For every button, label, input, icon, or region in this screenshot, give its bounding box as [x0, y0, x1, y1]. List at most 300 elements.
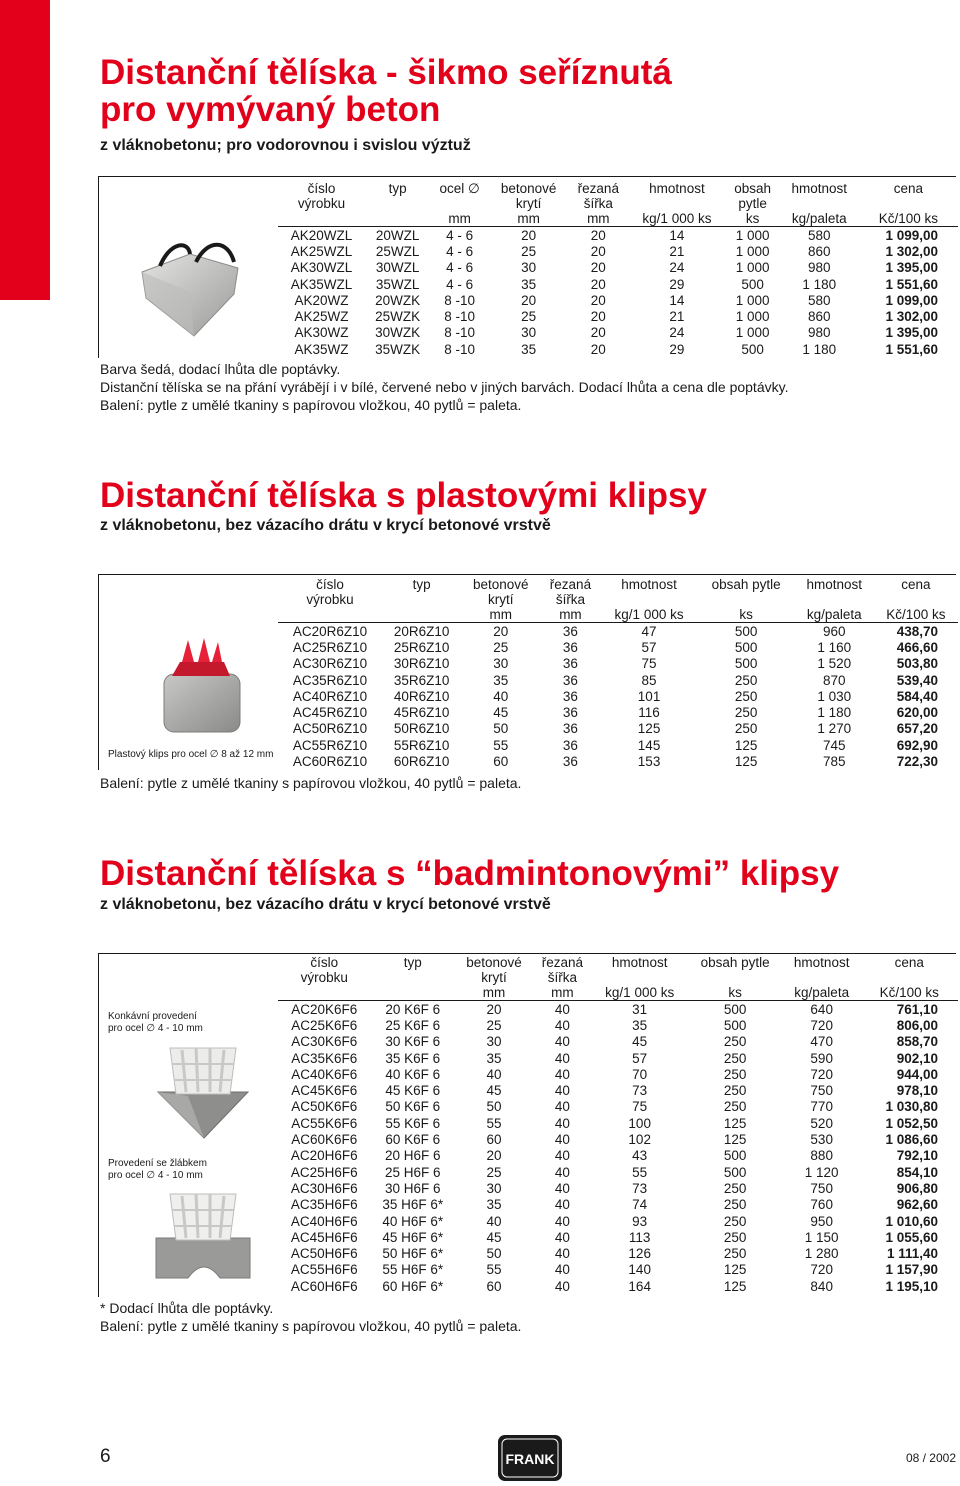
- column-header: [795, 577, 874, 623]
- table-cell: 20: [590, 276, 606, 292]
- product-code-cell: AC55R6Z10: [292, 737, 368, 753]
- plastic-clip-spacer-image: [150, 636, 250, 736]
- table-cell: 45: [486, 1083, 502, 1099]
- table-cell: 1 000: [735, 260, 770, 276]
- table-cell: 1 150: [804, 1229, 839, 1245]
- table-cell: 35: [521, 341, 537, 357]
- price-cell: 1 111,40: [886, 1246, 938, 1262]
- table-cell: 25WZK: [375, 309, 421, 325]
- price-cell: 854,10: [896, 1164, 938, 1180]
- table-cell: 4 - 6: [446, 260, 474, 276]
- table-cell: 125: [723, 1262, 747, 1278]
- column-header: [725, 181, 779, 227]
- price-cell: 978,10: [896, 1083, 938, 1099]
- table-cell: 20: [493, 623, 509, 639]
- table-cell: 25WZL: [375, 243, 420, 259]
- table-cell: 840: [810, 1278, 833, 1294]
- table-cell: 40: [554, 1083, 570, 1099]
- product-code-cell: AC25K6F6: [291, 1017, 358, 1033]
- table-cell: 1 160: [817, 639, 852, 655]
- column-header-line: obsah pytle: [711, 577, 781, 592]
- column-header-line: hmotnost: [649, 181, 705, 196]
- column-header-line: [782, 196, 857, 211]
- table-row: [278, 243, 958, 259]
- column-header-line: [861, 196, 956, 211]
- table-row: [278, 688, 958, 704]
- table-cell: 580: [808, 227, 831, 243]
- table-cell: 35WZL: [375, 276, 420, 292]
- table-cell: 31: [632, 1001, 648, 1017]
- table-cell: 125: [734, 754, 758, 770]
- table-row: [278, 1050, 958, 1066]
- price-cell: 466,60: [896, 639, 938, 655]
- table-row: [278, 276, 958, 292]
- column-header-line: mm: [489, 607, 513, 622]
- table-row: [278, 1082, 958, 1098]
- price-cell: 722,30: [896, 754, 938, 770]
- column-header-line: číslo: [310, 955, 339, 970]
- column-header: [278, 181, 365, 227]
- table-cell: 47: [641, 623, 657, 639]
- table-cell: 950: [810, 1213, 833, 1229]
- section1-note-2: Distanční tělíska se na přání vyrábějí i v bílé, červené nebo v jiných barvách. Dodací lhůta a cena dle poptávky.: [100, 379, 789, 395]
- table-cell: 40: [554, 1099, 570, 1115]
- table-row: [278, 308, 958, 324]
- product-code-cell: AC30R6Z10: [292, 656, 368, 672]
- table-cell: 36: [562, 737, 578, 753]
- table-row: [278, 753, 958, 769]
- table-cell: 36: [562, 672, 578, 688]
- table-cell: 20: [521, 292, 537, 308]
- table-cell: 85: [641, 672, 657, 688]
- product-code-cell: AC45H6F6: [290, 1229, 358, 1245]
- table-cell: 55 H6F 6*: [382, 1262, 444, 1278]
- product-code-cell: AC20R6Z10: [292, 623, 368, 639]
- table-cell: 35R6Z10: [393, 672, 450, 688]
- column-header-line: řezaná: [541, 955, 584, 970]
- price-cell: 503,80: [896, 656, 938, 672]
- column-header-line: ks: [745, 211, 760, 226]
- column-header-line: ks: [728, 985, 742, 1000]
- table-cell: 770: [810, 1099, 833, 1115]
- section1-note-3: Balení: pytle z umělé tkaniny s papírovou vložkou, 40 pytlů = paleta.: [100, 397, 522, 413]
- grooved-badminton-spacer-image: [148, 1186, 258, 1286]
- column-header: [455, 955, 533, 1001]
- table-row: [278, 1099, 958, 1115]
- table-cell: 590: [810, 1050, 833, 1066]
- table-row: [278, 656, 958, 672]
- table-cell: 40: [554, 1066, 570, 1082]
- table-cell: 40: [554, 1050, 570, 1066]
- table-cell: 50 K6F 6: [385, 1099, 441, 1115]
- table-cell: 785: [822, 754, 846, 770]
- table-row: [278, 1115, 958, 1131]
- column-header-line: krytí: [481, 970, 507, 985]
- column-header: [278, 577, 382, 623]
- table-cell: 24: [669, 325, 685, 341]
- column-header-line: mm: [448, 211, 471, 226]
- table-cell: 25: [493, 639, 509, 655]
- column-header-line: [280, 985, 368, 1000]
- table-cell: 40 K6F 6: [385, 1066, 441, 1082]
- column-header-line: číslo: [307, 181, 336, 196]
- table-cell: 530: [810, 1132, 833, 1148]
- column-header-line: betonové: [473, 577, 529, 592]
- table-row: [278, 737, 958, 753]
- table-cell: 8 -10: [444, 309, 476, 325]
- table-cell: 980: [808, 260, 831, 276]
- table-cell: 500: [723, 1001, 747, 1017]
- column-header-line: kg/paleta: [806, 607, 862, 622]
- column-header-line: hmotnost: [611, 955, 668, 970]
- table-cell: 250: [723, 1197, 747, 1213]
- column-header-line: krytí: [488, 592, 514, 607]
- table-row: [278, 1213, 958, 1229]
- table-cell: 870: [822, 672, 846, 688]
- price-cell: 806,00: [896, 1017, 938, 1033]
- table-cell: 250: [723, 1066, 747, 1082]
- table-cell: 24: [669, 260, 685, 276]
- column-header-line: mm: [551, 985, 574, 1000]
- table-cell: 500: [741, 276, 764, 292]
- frank-logo-text: FRANK: [505, 1451, 555, 1467]
- table-cell: 20: [486, 1148, 502, 1164]
- table-cell: 40: [554, 1115, 570, 1131]
- table-cell: 20 H6F 6: [385, 1148, 441, 1164]
- column-header-line: mm: [517, 211, 540, 226]
- table-cell: 55 K6F 6: [385, 1115, 441, 1131]
- table-cell: 1 280: [804, 1246, 839, 1262]
- column-header-line: kg/1 000 ks: [614, 607, 684, 622]
- table-cell: 40: [554, 1262, 570, 1278]
- table-cell: 50: [486, 1099, 502, 1115]
- table-cell: 250: [734, 688, 758, 704]
- column-header-line: šířka: [547, 970, 578, 985]
- table-cell: 35 H6F 6*: [382, 1197, 444, 1213]
- product-code-cell: AC25H6F6: [290, 1164, 358, 1180]
- column-header-line: [797, 592, 872, 607]
- column-header-line: [863, 970, 956, 985]
- table-cell: 102: [628, 1132, 651, 1148]
- table-cell: 50 H6F 6*: [382, 1246, 444, 1262]
- table-cell: 720: [810, 1262, 833, 1278]
- table-cell: 55: [486, 1115, 502, 1131]
- product-code-cell: AC25R6Z10: [292, 639, 368, 655]
- section1-top-rule: [98, 176, 956, 177]
- table-row: [278, 1017, 958, 1033]
- column-header: [365, 181, 430, 227]
- table-cell: 55: [486, 1262, 502, 1278]
- table-cell: 580: [808, 292, 831, 308]
- caption-concave-line1: Konkávní provedení: [108, 1011, 197, 1022]
- table-cell: 40: [554, 1001, 570, 1017]
- column-header-line: [372, 970, 453, 985]
- column-header-line: [700, 592, 793, 607]
- column-header: [540, 577, 600, 623]
- table-cell: 30 K6F 6: [385, 1034, 441, 1050]
- table-cell: 14: [669, 227, 685, 243]
- table-cell: 250: [734, 705, 758, 721]
- section3-table-header: [278, 955, 958, 1001]
- section1-title-line2: pro vymývaný beton: [100, 89, 441, 129]
- price-cell: 858,70: [896, 1034, 938, 1050]
- table-cell: 20: [486, 1001, 502, 1017]
- column-header-line: [280, 211, 363, 226]
- column-header: [278, 955, 370, 1001]
- table-cell: 25: [521, 309, 537, 325]
- table-cell: 29: [669, 276, 685, 292]
- price-cell: 539,40: [896, 672, 938, 688]
- table-cell: 125: [723, 1132, 747, 1148]
- table-cell: 20WZK: [375, 292, 421, 308]
- column-header: [780, 181, 859, 227]
- angled-spacer-image: [130, 232, 250, 342]
- table-cell: 1 270: [817, 721, 852, 737]
- table-cell: 101: [637, 688, 661, 704]
- column-header-line: obsah: [734, 181, 771, 196]
- caption-concave-line2: pro ocel ∅ 4 - 10 mm: [108, 1023, 203, 1034]
- column-header-line: hmotnost: [806, 577, 863, 592]
- section1-table-body: [278, 227, 958, 358]
- table-cell: 25 H6F 6: [385, 1164, 441, 1180]
- section1-title: [100, 55, 672, 129]
- table-cell: 40: [493, 688, 509, 704]
- table-row: [278, 227, 958, 244]
- table-cell: 60 K6F 6: [385, 1132, 441, 1148]
- table-cell: 40: [554, 1132, 570, 1148]
- table-cell: 250: [734, 721, 758, 737]
- product-code-cell: AC50K6F6: [291, 1099, 358, 1115]
- column-header-line: krytí: [515, 196, 542, 211]
- column-header-line: typ: [388, 181, 407, 196]
- table-row: [278, 672, 958, 688]
- price-cell: 1 055,60: [885, 1229, 938, 1245]
- column-header-line: mm: [559, 607, 582, 622]
- table-cell: 1 180: [802, 276, 837, 292]
- column-header-line: řezaná: [577, 181, 619, 196]
- table-cell: 93: [632, 1213, 648, 1229]
- column-header-line: kg/1 000 ks: [642, 211, 712, 226]
- table-cell: 1 180: [802, 341, 837, 357]
- table-cell: 20: [521, 227, 537, 243]
- column-header-line: hmotnost: [793, 955, 850, 970]
- table-cell: 45 H6F 6*: [382, 1229, 444, 1245]
- product-code-cell: AK20WZ: [294, 292, 349, 308]
- product-code-cell: AC40H6F6: [290, 1213, 358, 1229]
- table-cell: 20 K6F 6: [385, 1001, 441, 1017]
- table-cell: 1 000: [735, 309, 770, 325]
- table-cell: 55: [493, 737, 509, 753]
- column-header-line: [594, 970, 685, 985]
- table-cell: 21: [669, 243, 685, 259]
- table-cell: 1 120: [804, 1164, 839, 1180]
- section1-title-line1: Distanční tělíska - šikmo seříznutá: [100, 53, 672, 92]
- frank-logo: [497, 1434, 563, 1482]
- column-header-line: [372, 985, 453, 1000]
- table-cell: 25: [486, 1164, 502, 1180]
- table-cell: 40: [486, 1213, 502, 1229]
- price-cell: 1 551,60: [885, 276, 938, 292]
- section1-table: [278, 181, 958, 357]
- table-row: [278, 1066, 958, 1082]
- table-row: [278, 1148, 958, 1164]
- table-cell: 250: [723, 1229, 747, 1245]
- table-cell: 125: [637, 721, 661, 737]
- column-header-line: kg/1 000 ks: [605, 985, 675, 1000]
- table-cell: 20: [590, 309, 606, 325]
- table-cell: 4 - 6: [446, 227, 474, 243]
- price-cell: 761,10: [896, 1001, 938, 1017]
- table-cell: 45: [493, 705, 509, 721]
- section2-note-1: Balení: pytle z umělé tkaniny s papírovou vložkou, 40 pytlů = paleta.: [100, 775, 522, 791]
- table-cell: 60: [486, 1278, 502, 1294]
- price-cell: 906,80: [896, 1180, 938, 1196]
- column-header-line: Kč/100 ks: [878, 211, 939, 226]
- table-cell: 29: [669, 341, 685, 357]
- table-cell: 55: [632, 1164, 648, 1180]
- column-header-line: betonové: [466, 955, 522, 970]
- table-cell: 470: [810, 1034, 833, 1050]
- product-code-cell: AK20WZL: [290, 227, 353, 243]
- table-cell: 745: [822, 737, 846, 753]
- table-cell: 36: [562, 639, 578, 655]
- column-header: [628, 181, 725, 227]
- table-cell: 500: [734, 656, 758, 672]
- section3-subtitle: z vláknobetonu, bez vázacího drátu v krycí betonové vrstvě: [100, 896, 551, 913]
- table-cell: 40: [554, 1180, 570, 1196]
- column-header-line: ocel ∅: [439, 181, 480, 196]
- table-cell: 25R6Z10: [393, 639, 450, 655]
- column-header: [461, 577, 540, 623]
- table-cell: 250: [723, 1034, 747, 1050]
- product-code-cell: AC20H6F6: [290, 1148, 358, 1164]
- table-cell: 40: [554, 1229, 570, 1245]
- table-cell: 500: [734, 639, 758, 655]
- table-cell: 125: [723, 1115, 747, 1131]
- table-cell: 1 000: [735, 243, 770, 259]
- table-cell: 720: [810, 1066, 833, 1082]
- table-cell: 36: [562, 705, 578, 721]
- table-cell: 640: [810, 1001, 833, 1017]
- column-header: [859, 181, 958, 227]
- table-cell: 21: [669, 309, 685, 325]
- table-cell: 153: [637, 754, 661, 770]
- column-header: [533, 955, 592, 1001]
- column-header: [698, 577, 795, 623]
- table-cell: 36: [562, 656, 578, 672]
- table-cell: 43: [632, 1148, 648, 1164]
- product-code-cell: AC40K6F6: [291, 1066, 358, 1082]
- table-cell: 125: [723, 1278, 747, 1294]
- red-accent-bar: [0, 0, 50, 300]
- product-code-cell: AC35H6F6: [290, 1197, 358, 1213]
- caption-grooved-line1: Provedení se žlábkem: [108, 1158, 207, 1169]
- section1-subtitle: z vláknobetonu; pro vodorovnou i svislou výztuž: [100, 137, 471, 154]
- price-cell: 1 302,00: [885, 243, 938, 259]
- table-row: [278, 1180, 958, 1196]
- table-row: [278, 325, 958, 341]
- section2-image-caption: Plastový klips pro ocel ∅ 8 až 12 mm: [108, 749, 274, 760]
- product-code-cell: AC30H6F6: [290, 1180, 358, 1196]
- table-row: [278, 623, 958, 640]
- table-row: [278, 260, 958, 276]
- product-code-cell: AC30K6F6: [291, 1034, 358, 1050]
- section3-title: Distanční tělíska s “badmintonovými” klipsy: [100, 854, 840, 893]
- table-cell: 30: [486, 1034, 502, 1050]
- table-cell: 40: [486, 1066, 502, 1082]
- table-cell: 40: [554, 1278, 570, 1294]
- table-cell: 126: [628, 1246, 651, 1262]
- column-header: [783, 955, 861, 1001]
- table-cell: 250: [723, 1180, 747, 1196]
- table-cell: 36: [562, 623, 578, 639]
- column-header-line: obsah pytle: [700, 955, 770, 970]
- section2-table: [278, 577, 958, 770]
- price-cell: 1 395,00: [885, 260, 938, 276]
- column-header-line: [280, 607, 380, 622]
- column-header-line: pytle: [738, 196, 767, 211]
- column-header-line: [603, 592, 696, 607]
- table-cell: 20: [590, 227, 606, 243]
- section1-image-border: [98, 176, 99, 358]
- table-cell: 40: [554, 1246, 570, 1262]
- product-code-cell: AC60H6F6: [290, 1278, 358, 1294]
- column-header-line: [630, 196, 723, 211]
- table-cell: 40: [554, 1017, 570, 1033]
- table-cell: 100: [628, 1115, 651, 1131]
- price-cell: 1 099,00: [885, 292, 938, 308]
- table-cell: 14: [669, 292, 685, 308]
- column-header: [687, 955, 782, 1001]
- product-code-cell: AC45R6Z10: [292, 705, 368, 721]
- column-header-line: [689, 970, 780, 985]
- column-header-line: šířka: [555, 592, 586, 607]
- table-cell: 4 - 6: [446, 243, 474, 259]
- column-header-line: hmotnost: [621, 577, 677, 592]
- column-header: [430, 181, 489, 227]
- table-cell: 880: [810, 1148, 833, 1164]
- table-cell: 1 180: [817, 705, 852, 721]
- table-cell: 30WZL: [375, 260, 420, 276]
- product-code-cell: AC35R6Z10: [292, 672, 368, 688]
- table-cell: 500: [734, 623, 758, 639]
- table-cell: 30R6Z10: [393, 656, 450, 672]
- section3-caption-concave: [108, 1011, 203, 1035]
- product-code-cell: AC50H6F6: [290, 1246, 358, 1262]
- table-row: [278, 1278, 958, 1294]
- table-cell: 750: [810, 1180, 833, 1196]
- column-header-line: výrobku: [306, 592, 354, 607]
- section3-table: [278, 955, 958, 1294]
- table-cell: 40R6Z10: [393, 688, 450, 704]
- price-cell: 1 195,10: [885, 1278, 938, 1294]
- table-cell: 1 000: [735, 292, 770, 308]
- table-cell: 40: [554, 1164, 570, 1180]
- column-header-line: Kč/100 ks: [879, 985, 939, 1000]
- table-cell: 36: [562, 721, 578, 737]
- table-cell: 35: [632, 1017, 648, 1033]
- column-header-line: Kč/100 ks: [886, 607, 946, 622]
- table-cell: 57: [641, 639, 657, 655]
- table-cell: 250: [723, 1246, 747, 1262]
- price-cell: 1 551,60: [885, 341, 938, 357]
- product-code-cell: AC45K6F6: [291, 1083, 358, 1099]
- table-cell: 140: [628, 1262, 651, 1278]
- section1-table-header: [278, 181, 958, 227]
- price-cell: 438,70: [896, 623, 938, 639]
- table-cell: 36: [562, 688, 578, 704]
- table-cell: 720: [810, 1017, 833, 1033]
